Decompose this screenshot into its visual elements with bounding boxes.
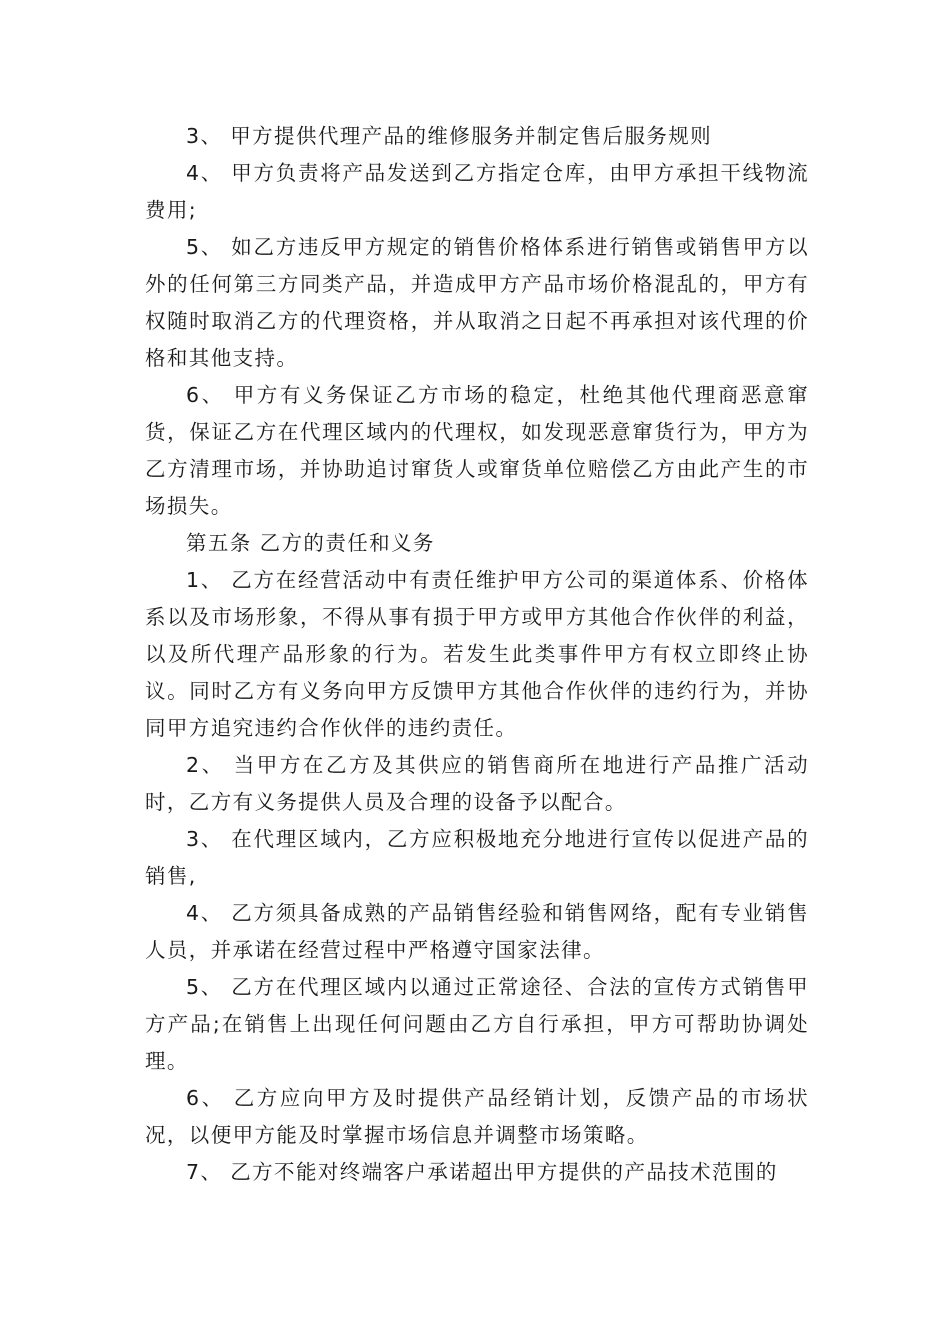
section-clause-4-paragraph: 4、 乙方须具备成熟的产品销售经验和销售网络，配有专业销售人员，并承诺在经营过程中严格遵守国家法律。 (145, 901, 809, 962)
document-body (145, 118, 809, 1191)
section-clause-7-paragraph: 7、 乙方不能对终端客户承诺超出甲方提供的产品技术范围的 (186, 1160, 778, 1184)
section-heading: 第五条 乙方的责任和义务 (186, 531, 435, 555)
section-clause-1-paragraph: 1、 乙方在经营活动中有责任维护甲方公司的渠道体系、价格体系以及市场形象，不得从事有损于甲方或甲方其他合作伙伴的利益，以及所代理产品形象的行为。若发生此类事件甲方有权立即终止协议。同时乙方有义务向甲方反馈甲方其他合作伙伴的违约行为，并协同甲方追究违约合作伙伴的违约责任。 (145, 568, 809, 740)
clause-3-paragraph: 3、 甲方提供代理产品的维修服务并制定售后服务规则 (186, 124, 713, 148)
clause-4-paragraph: 4、 甲方负责将产品发送到乙方指定仓库，由甲方承担干线物流费用; (145, 161, 809, 222)
section-clause-6-paragraph: 6、 乙方应向甲方及时提供产品经销计划，反馈产品的市场状况，以便甲方能及时掌握市场信息并调整市场策略。 (145, 1086, 809, 1147)
clause-6-paragraph: 6、 甲方有义务保证乙方市场的稳定，杜绝其他代理商恶意窜货，保证乙方在代理区域内的代理权，如发现恶意窜货行为，甲方为乙方清理市场，并协助追讨窜货人或窜货单位赔偿乙方由此产生的市场损失。 (145, 383, 809, 518)
section-clause-2-paragraph: 2、 当甲方在乙方及其供应的销售商所在地进行产品推广活动时，乙方有义务提供人员及合理的设备予以配合。 (145, 753, 809, 814)
section-clause-5-paragraph: 5、 乙方在代理区域内以通过正常途径、合法的宣传方式销售甲方产品;在销售上出现任何问题由乙方自行承担，甲方可帮助协调处理。 (145, 975, 809, 1073)
section-clause-3-paragraph: 3、 在代理区域内，乙方应积极地充分地进行宣传以促进产品的销售, (145, 827, 809, 888)
clause-5-paragraph: 5、 如乙方违反甲方规定的销售价格体系进行销售或销售甲方以外的任何第三方同类产品，并造成甲方产品市场价格混乱的，甲方有权随时取消乙方的代理资格，并从取消之日起不再承担对该代理的价格和其他支持。 (145, 235, 809, 370)
